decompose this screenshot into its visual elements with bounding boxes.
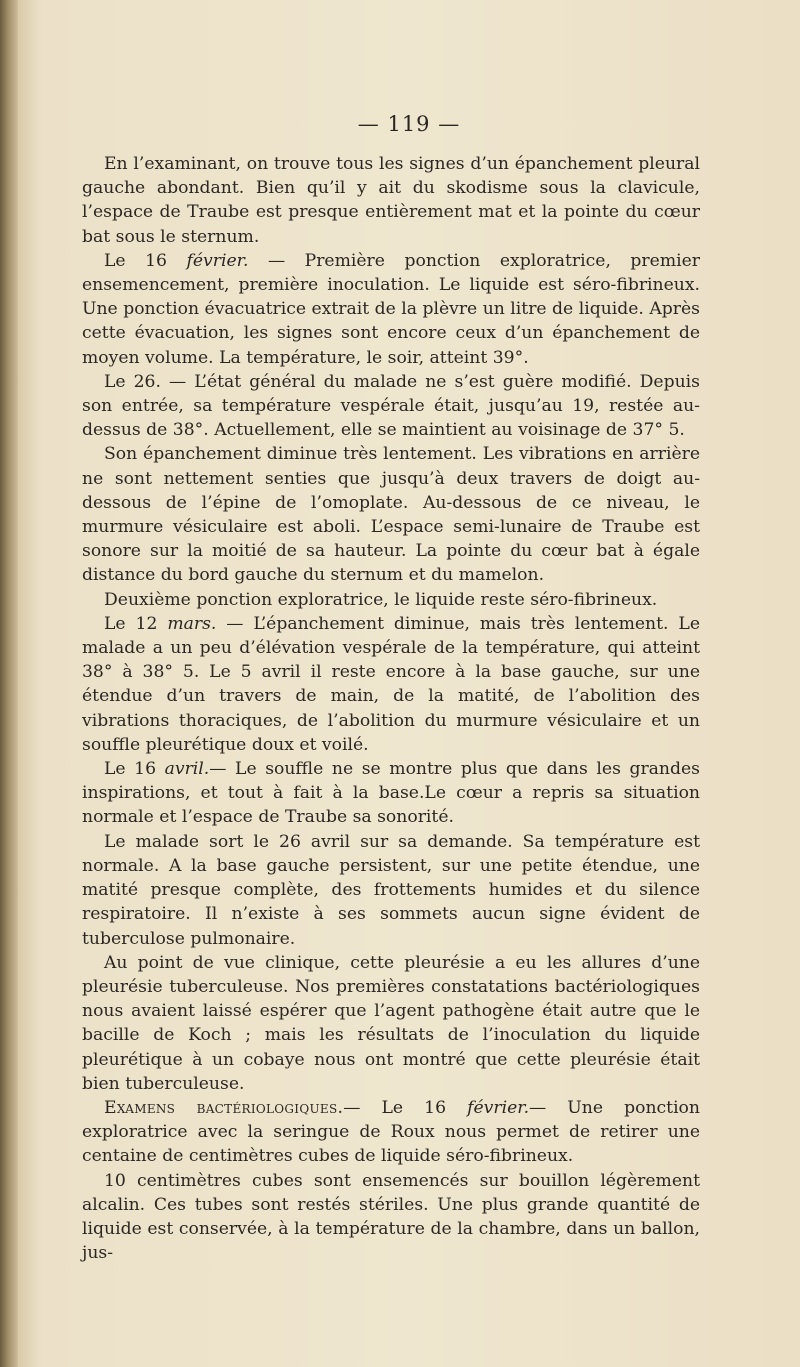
paragraph: [82, 249, 700, 370]
book-page: [18, 0, 800, 1367]
paragraph-lead: Le 16: [104, 759, 165, 780]
paragraph-date-italic: février.: [467, 1097, 530, 1118]
paragraph: [82, 442, 700, 587]
paragraph-text: Au point de vue clinique, cette pleurésie a eu les allures d’une pleurésie tuberculeuse. Nos premières constatations bactériologiques nous avaient laissé espérer que l’agent pathogène était autre que le bacille de Koch ; mais les résultats de l’inoculation du liquide pleurétique à un cobaye nous ont montré que cette pleurésie était bien tuberculeuse.: [82, 952, 700, 1094]
paragraph-text: En l’examinant, on trouve tous les signes d’un épanchement pleural gauche abondant. Bien qu’il y ait du skodisme sous la clavicule, l’espace de Traube est presque entièrement mat et la pointe du cœur bat sous le sternum.: [82, 154, 700, 247]
paragraph-date-italic: février.: [186, 250, 249, 271]
paragraph-text: Le malade sort le 26 avril sur sa demande. Sa température est normale. A la base gauche persistent, sur une petite étendue, une matité presque complète, des frottements humides et du silence respiratoire. Il n’existe à ses sommets aucun signe évident de tuberculose pulmonaire.: [82, 831, 700, 949]
paragraph: [82, 152, 700, 249]
paragraph: [82, 951, 700, 1096]
paragraph: [82, 1169, 700, 1266]
paragraph: [82, 1096, 700, 1169]
paragraph: [82, 612, 700, 757]
paragraph-text: — Une ponction exploratrice avec la seringue de Roux nous permet de retirer une centaine de centimètres cubes de liquide séro-fibrineux.: [82, 1097, 700, 1167]
book-binding-edge: [0, 0, 18, 1367]
body-text: [82, 152, 700, 1265]
paragraph-lead: Le 16: [104, 250, 187, 271]
paragraph-lead: — Le 16: [343, 1097, 468, 1118]
paragraph: [82, 588, 700, 612]
paragraph-text: 10 centimètres cubes sont ensemencés sur bouillon légèrement alcalin. Ces tubes sont restés stériles. Une plus grande quantité de liquide est conservée, à la température de la chambre, dans un ballon, jus-: [82, 1170, 700, 1264]
paragraph-text: Deuxième ponction exploratrice, le liquide reste séro-fibrineux.: [104, 589, 658, 610]
page-number: — 119 —: [357, 112, 461, 136]
section-heading-smallcaps: Examens bactériologiques.: [104, 1097, 344, 1118]
paragraph-text: — L’épanchement diminue, mais très lentement. Le malade a un peu d’élévation vespérale de la température, qui atteint 38° à 38° 5. Le 5 avril il reste encore à la base gauche, sur une étendue d’un travers de main, de la matité, de l’abolition des vibrations thoraciques, de l’abolition du murmure vésiculaire et un souffle pleurétique doux et voilé.: [82, 613, 700, 755]
paragraph-date-italic: mars.: [167, 613, 217, 634]
paragraph: [82, 757, 700, 830]
paragraph-text: Le 26. — L’état général du malade ne s’est guère modifié. Depuis son entrée, sa température vespérale était, jusqu’au 19, restée au-dessus de 38°. Actuellement, elle se maintient au voisinage de 37° 5.: [82, 371, 700, 441]
paragraph-text: — Première ponction exploratrice, premier ensemencement, première inoculation. Le liquide est séro-fibrineux. Une ponction évacuatrice extrait de la plèvre un litre de liquide. Après cette évacuation, les signes sont encore ceux d’un épanchement de moyen volume. La température, le soir, atteint 39°.: [82, 250, 700, 368]
paragraph-text: — Le souffle ne se montre plus que dans les grandes inspirations, et tout à fait à la base.Le cœur a repris sa situation normale et l’espace de Traube sa sonorité.: [82, 759, 700, 828]
paragraph: [82, 830, 700, 951]
paragraph-lead: Le 12: [104, 613, 168, 634]
paragraph-text: Son épanchement diminue très lentement. Les vibrations en arrière ne sont nettement senties que jusqu’à deux travers de doigt au-dessous de l’épine de l’omoplate. Au-dessous de ce niveau, le murmure vésiculaire est aboli. L’espace semi-lunaire de Traube est sonore sur la moitié de sa hauteur. La pointe du cœur bat à égale distance du bord gauche du sternum et du mamelon.: [82, 444, 700, 586]
paragraph-date-italic: avril.: [164, 759, 210, 780]
paragraph: [82, 370, 700, 443]
